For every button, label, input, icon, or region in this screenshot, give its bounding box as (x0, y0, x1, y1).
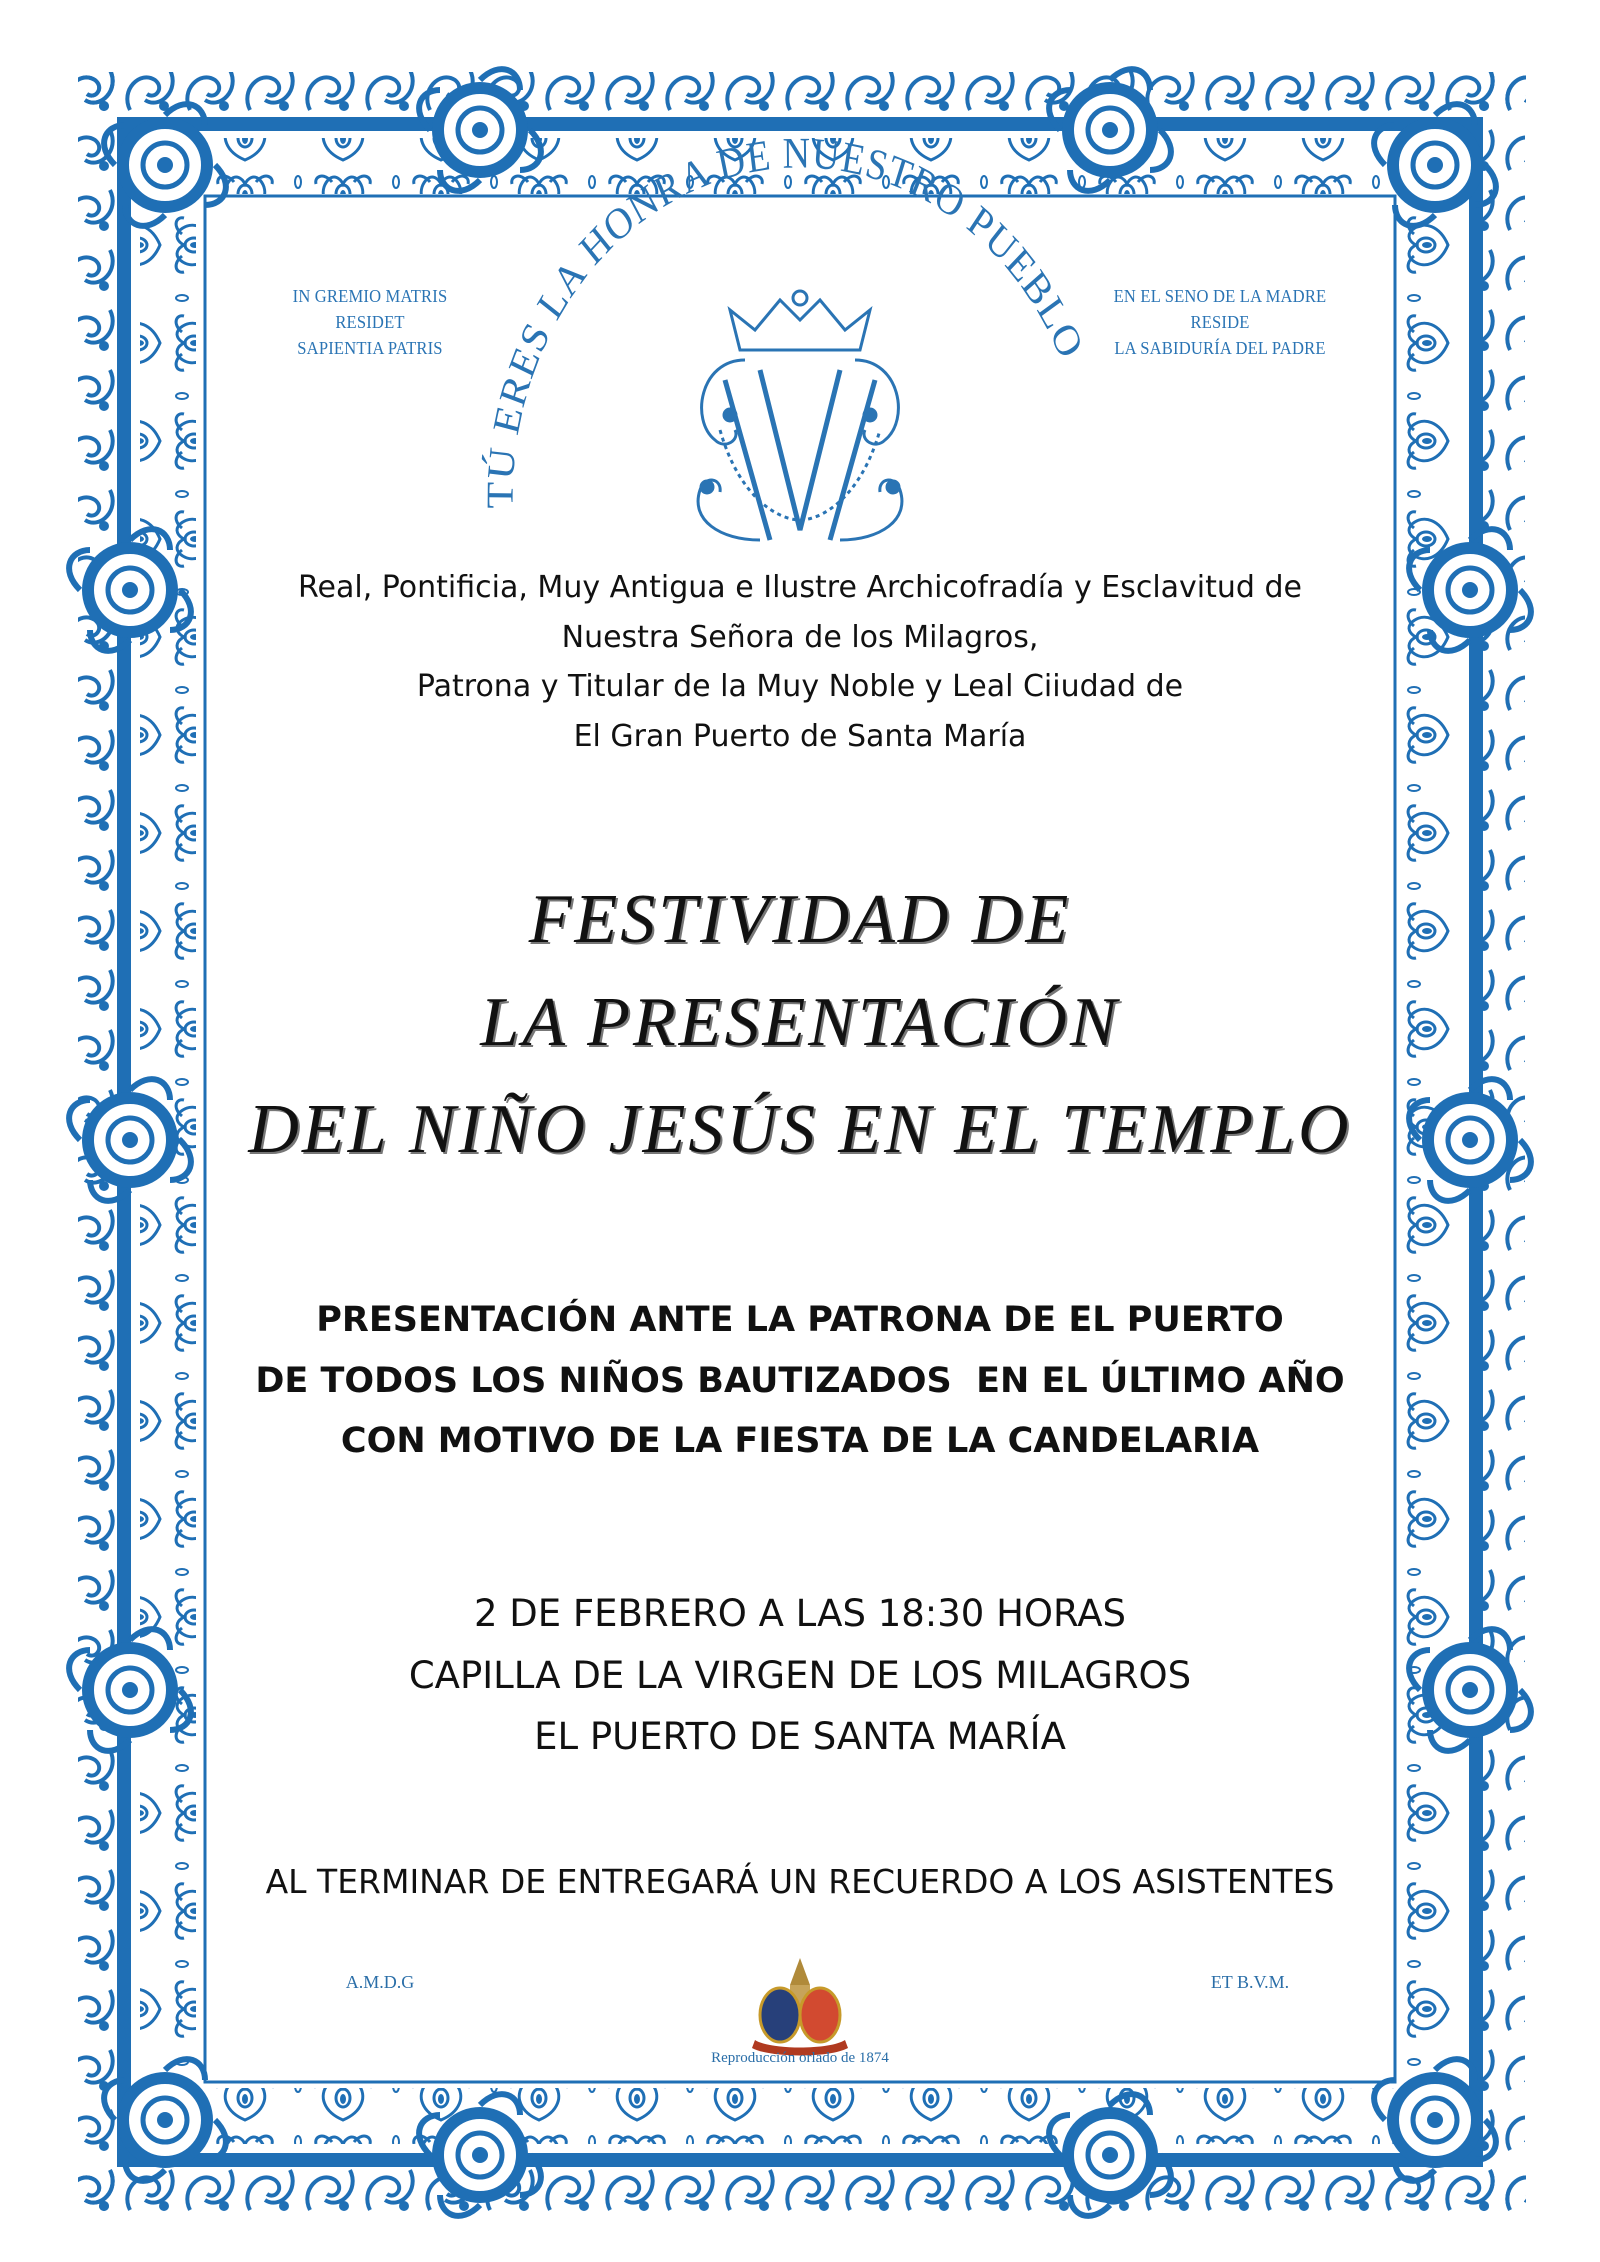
motto-arc: TÚ ERES LA HONRA DE NUESTRO PUEBLO (479, 128, 1093, 509)
latin-left-line: IN GREMIO MATRIS (292, 286, 448, 306)
marian-monogram (698, 291, 902, 540)
announcement (205, 1290, 1395, 1472)
latin-right-line: RESIDE (1190, 312, 1250, 332)
latin-left-line: SAPIENTIA PATRIS (297, 338, 443, 358)
event-details (205, 1583, 1395, 1768)
announcement-line: DE TODOS LOS NIÑOS BAUTIZADOS EN EL ÚLTIMO AÑO (255, 1360, 1345, 1401)
latin-right-line: LA SABIDURÍA DEL PADRE (1114, 338, 1326, 358)
footer-caption: Reproducción orlado de 1874 (711, 2050, 889, 2066)
brotherhood-line: Nuestra Señora de los Milagros, (561, 619, 1039, 655)
event-venue: CAPILLA DE LA VIRGEN DE LOS MILAGROS (408, 1653, 1192, 1697)
footer-amdg: A.M.D.G (345, 1972, 415, 1992)
latin-motto-left (260, 283, 481, 361)
brotherhood-line: El Gran Puerto de Santa María (573, 718, 1027, 754)
brotherhood-name (205, 563, 1395, 761)
event-title-line: FESTIVIDAD DE (528, 881, 1072, 958)
brotherhood-line: Real, Pontificia, Muy Antigua e Ilustre Archicofradía y Esclavitud de (298, 570, 1302, 605)
announcement-line: PRESENTACIÓN ANTE LA PATRONA DE EL PUERTO (316, 1300, 1284, 1340)
brotherhood-line: Patrona y Titular de la Muy Noble y Leal Ciiudad de (416, 669, 1184, 704)
event-city: EL PUERTO DE SANTA MARÍA (534, 1715, 1066, 1758)
announcement-line: CON MOTIVO DE LA FIESTA DE LA CANDELARIA (340, 1421, 1260, 1461)
latin-right-line: EN EL SENO DE LA MADRE (1113, 286, 1327, 306)
latin-left-line: RESIDET (335, 312, 405, 332)
coat-of-arms (752, 1958, 848, 2056)
event-title-line: DEL NIÑO JESÚS EN EL TEMPLO (248, 1091, 1352, 1168)
footer-etbvm: ET B.V.M. (1210, 1972, 1290, 1992)
event-title-line: LA PRESENTACIÓN (480, 984, 1120, 1061)
closing-note: AL TERMINAR DE ENTREGARÁ UN RECUERDO A LOS ASISTENTES (265, 1862, 1335, 1901)
spanish-motto-right (1091, 283, 1349, 361)
event-date: 2 DE FEBRERO A LAS 18:30 HORAS (473, 1592, 1127, 1635)
